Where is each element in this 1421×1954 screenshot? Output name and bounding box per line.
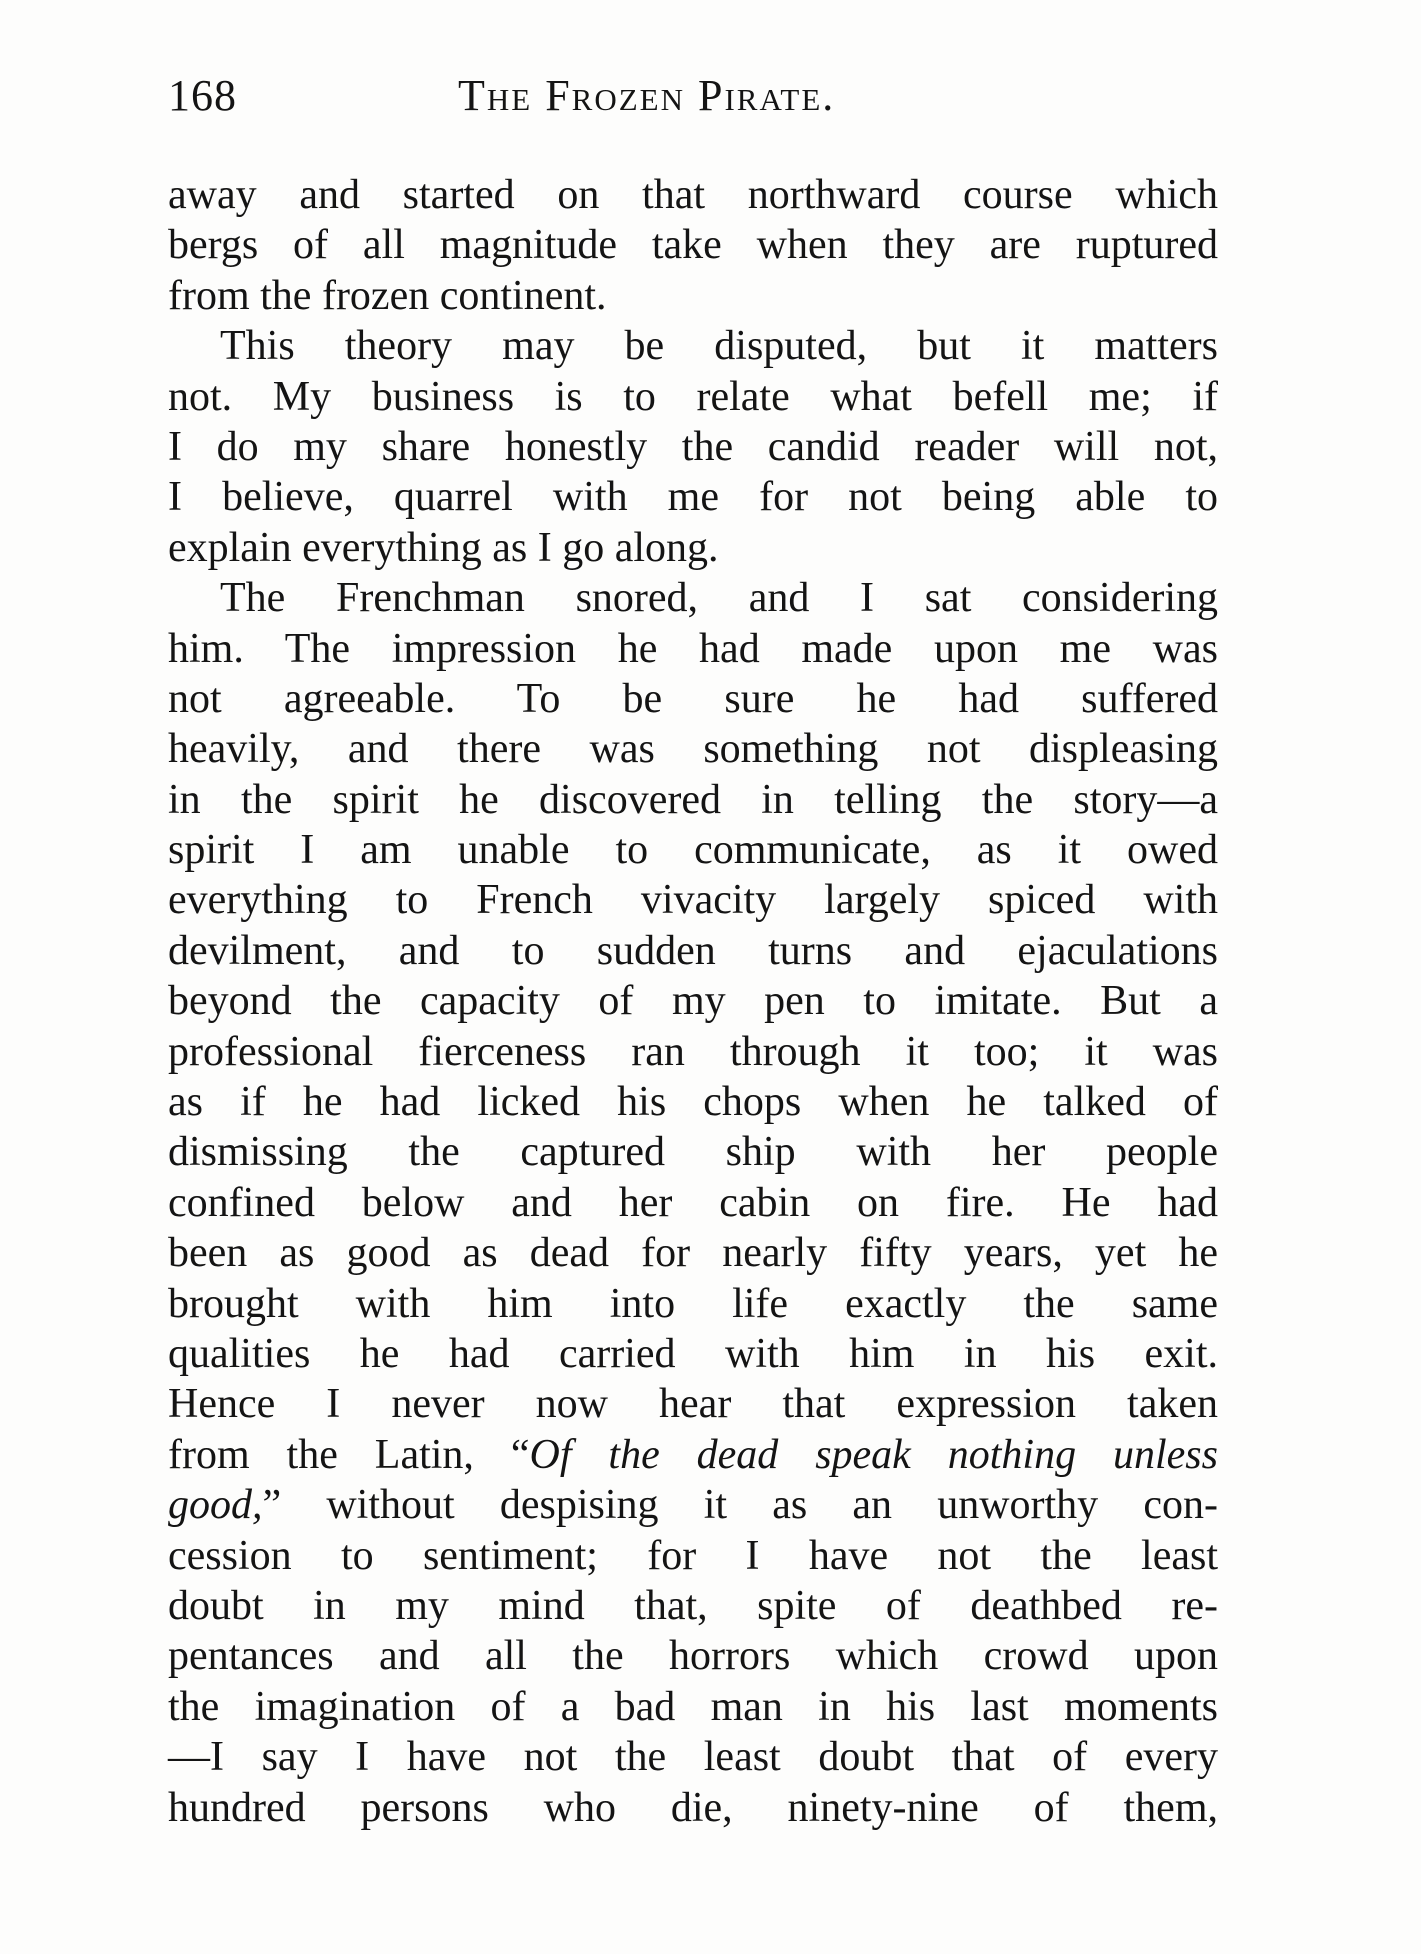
text-line: cession to sentiment; for I have not the least bbox=[168, 1532, 1218, 1579]
page-header bbox=[168, 66, 1218, 126]
body-text bbox=[168, 170, 1218, 1833]
text-line: spirit I am unable to communicate, as it owed bbox=[168, 827, 1218, 874]
text-line: —I say I have not the least doubt that of every bbox=[168, 1734, 1218, 1781]
text-line: Hence I never now hear that expression taken bbox=[168, 1381, 1218, 1428]
text-line: away and started on that northward course which bbox=[168, 172, 1218, 218]
text-line: the imagination of a bad man in his last moments bbox=[168, 1683, 1218, 1730]
text-line: explain everything as I go along. bbox=[168, 524, 719, 571]
text-line: qualities he had carried with him in his exit. bbox=[168, 1330, 1218, 1377]
text-line: not. My business is to relate what befell me; if bbox=[168, 373, 1218, 420]
text-line: professional fierceness ran through it too; it was bbox=[168, 1028, 1218, 1075]
text-line: confined below and her cabin on fire. He had bbox=[168, 1179, 1218, 1226]
text-line: not agreeable. To be sure he had suffered bbox=[168, 675, 1218, 722]
text-line: I believe, quarrel with me for not being able to bbox=[168, 474, 1218, 521]
quote-line-continued bbox=[168, 1480, 1218, 1530]
latin-quotation-end: good, bbox=[168, 1482, 263, 1529]
text-line: bergs of all magnitude take when they are ruptured bbox=[168, 222, 1218, 269]
text-line: doubt in my mind that, spite of deathbed re- bbox=[168, 1582, 1218, 1629]
text-line: heavily, and there was something not displeasing bbox=[168, 726, 1218, 773]
text-line: dismissing the captured ship with her people bbox=[168, 1129, 1218, 1176]
running-title: The Frozen Pirate. bbox=[458, 71, 836, 120]
text-line: hundred persons who die, ninety-nine of them, bbox=[168, 1784, 1218, 1831]
quote-line bbox=[168, 1430, 1218, 1480]
text-line: brought with him into life exactly the same bbox=[168, 1280, 1218, 1327]
quote-follow-on: ” without despising it as an unworthy con- bbox=[262, 1482, 1218, 1529]
text-line: from the frozen continent. bbox=[168, 272, 607, 319]
quote-lead-in: from the Latin, “ bbox=[168, 1431, 530, 1478]
text-line: everything to French vivacity largely spiced with bbox=[168, 877, 1218, 924]
page-number: 168 bbox=[168, 71, 237, 120]
paragraph-start-line: The Frenchman snored, and I sat considering bbox=[220, 575, 1218, 622]
text-line: in the spirit he discovered in telling the story—a bbox=[168, 776, 1218, 823]
text-line: pentances and all the horrors which crowd upon bbox=[168, 1633, 1218, 1680]
text-line: as if he had licked his chops when he talked of bbox=[168, 1079, 1218, 1126]
text-line: I do my share honestly the candid reader will not, bbox=[168, 423, 1218, 470]
text-line: been as good as dead for nearly fifty years, yet he bbox=[168, 1230, 1218, 1277]
text-line: beyond the capacity of my pen to imitate. But a bbox=[168, 978, 1218, 1025]
text-line: devilment, and to sudden turns and ejaculations bbox=[168, 927, 1218, 974]
text-line: him. The impression he had made upon me was bbox=[168, 625, 1218, 672]
paragraph-start-line: This theory may be disputed, but it matters bbox=[220, 323, 1218, 370]
latin-quotation: Of the dead speak nothing unless bbox=[529, 1431, 1218, 1478]
